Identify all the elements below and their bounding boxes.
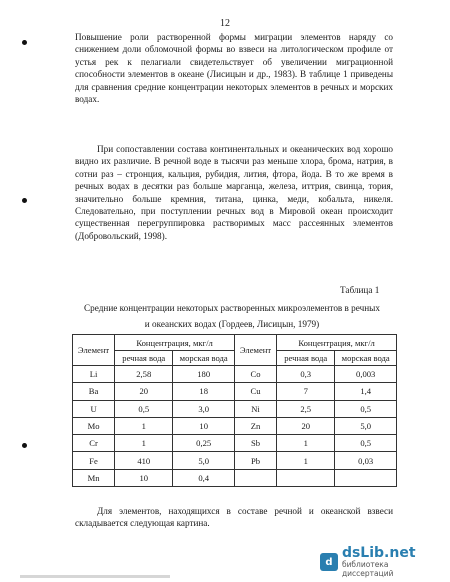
element-cell: U [73,400,115,417]
river-value-cell: 1 [277,435,335,452]
header-sea-water: морская вода [173,351,235,366]
element-cell: Mn [73,469,115,486]
sea-value-cell: 1,4 [335,383,397,400]
scan-artifact [20,575,170,578]
watermark-site: dsLib.net [341,545,416,561]
header-sea-water: морская вода [335,351,397,366]
table-row [73,469,397,486]
table-row [73,452,397,469]
sea-value-cell: 0,5 [335,435,397,452]
river-value-cell: 10 [115,469,173,486]
river-value-cell: 7 [277,383,335,400]
header-concentration: Концентрация, мкг/л [277,335,397,351]
sea-value-cell: 3,0 [173,400,235,417]
table-caption-line-2: и океанских водах (Гордеев, Лисицын, 1979) [144,319,320,329]
element-cell [234,469,276,486]
element-cell: Sb [234,435,276,452]
sea-value-cell: 0,03 [335,452,397,469]
table-caption-line-1: Средние концентрации некоторых растворенных микроэлементов в речных [84,303,380,313]
table-label: Таблица 1 [340,285,380,295]
concentration-table [72,334,397,487]
element-cell: Cr [73,435,115,452]
river-value-cell: 0,3 [277,366,335,383]
river-value-cell [277,469,335,486]
table-row [73,383,397,400]
table-row [73,400,397,417]
watermark-subtitle: библиотека диссертаций [341,560,394,578]
paragraph-3: Для элементов, находящихся в составе речной и океанской взвеси складывается следующая картина. [75,506,393,529]
binder-hole-mark [22,40,27,45]
sea-value-cell: 0,003 [335,366,397,383]
paragraph-2: При сопоставлении состава континентальных и океанических вод хорошо видно их различие. В речной воде в тысячи раз меньше хлора, брома, натрия, в сотни раз – стронция, кальция, рубидия, лития, фтора, йода. В то же время в речных водах в десятки раз больше марганца, железа, иттрия, свинца, тория, значительно больше кремния, титана, цинка, меди, кобальта, никеля. Следовательно, при поступлении речных вод в Мировой океан происходит существенная перегруппировка растворимых масс рассеянных элементов (Добровольский, 1998). [75,144,393,241]
page-number: 12 [220,18,230,29]
river-value-cell: 2,58 [115,366,173,383]
sea-value-cell: 18 [173,383,235,400]
dslib-logo-icon: d [320,553,338,571]
table-row [73,366,397,383]
river-value-cell: 20 [277,417,335,434]
sea-value-cell: 10 [173,417,235,434]
sea-value-cell: 5,0 [173,452,235,469]
element-cell: Li [73,366,115,383]
element-cell: Ni [234,400,276,417]
element-cell: Mo [73,417,115,434]
paragraph-1: Повышение роли растворенной формы миграции элементов наряду со снижением доли обломочной формы во взвеси на литологическом профиле от устья рек к пелагиали свидетельствует об увеличении миграционной способности элементов в океане (Лисицын и др., 1983). В таблице 1 приведены для сравнения средние концентрации некоторых элементов в речных и морских водах. [75,32,393,105]
sea-value-cell: 0,5 [335,400,397,417]
header-concentration: Концентрация, мкг/л [115,335,235,351]
sea-value-cell: 0,4 [173,469,235,486]
element-cell: Zn [234,417,276,434]
element-cell: Pb [234,452,276,469]
river-value-cell: 0,5 [115,400,173,417]
element-cell: Cu [234,383,276,400]
table-row [73,435,397,452]
river-value-cell: 20 [115,383,173,400]
river-value-cell: 1 [115,417,173,434]
river-value-cell: 410 [115,452,173,469]
sea-value-cell: 0,25 [173,435,235,452]
element-cell: Fe [73,452,115,469]
watermark-text [342,546,442,578]
table-caption [62,300,402,332]
element-cell: Co [234,366,276,383]
binder-hole-mark [22,443,27,448]
header-river-water: речная вода [277,351,335,366]
header-river-water: речная вода [115,351,173,366]
header-element: Элемент [234,335,276,366]
binder-hole-mark [22,198,27,203]
river-value-cell: 1 [277,452,335,469]
element-cell: Ba [73,383,115,400]
sea-value-cell [335,469,397,486]
table-row [73,417,397,434]
river-value-cell: 1 [115,435,173,452]
sea-value-cell: 5,0 [335,417,397,434]
river-value-cell: 2,5 [277,400,335,417]
sea-value-cell: 180 [173,366,235,383]
header-element: Элемент [73,335,115,366]
watermark[interactable] [320,545,442,578]
